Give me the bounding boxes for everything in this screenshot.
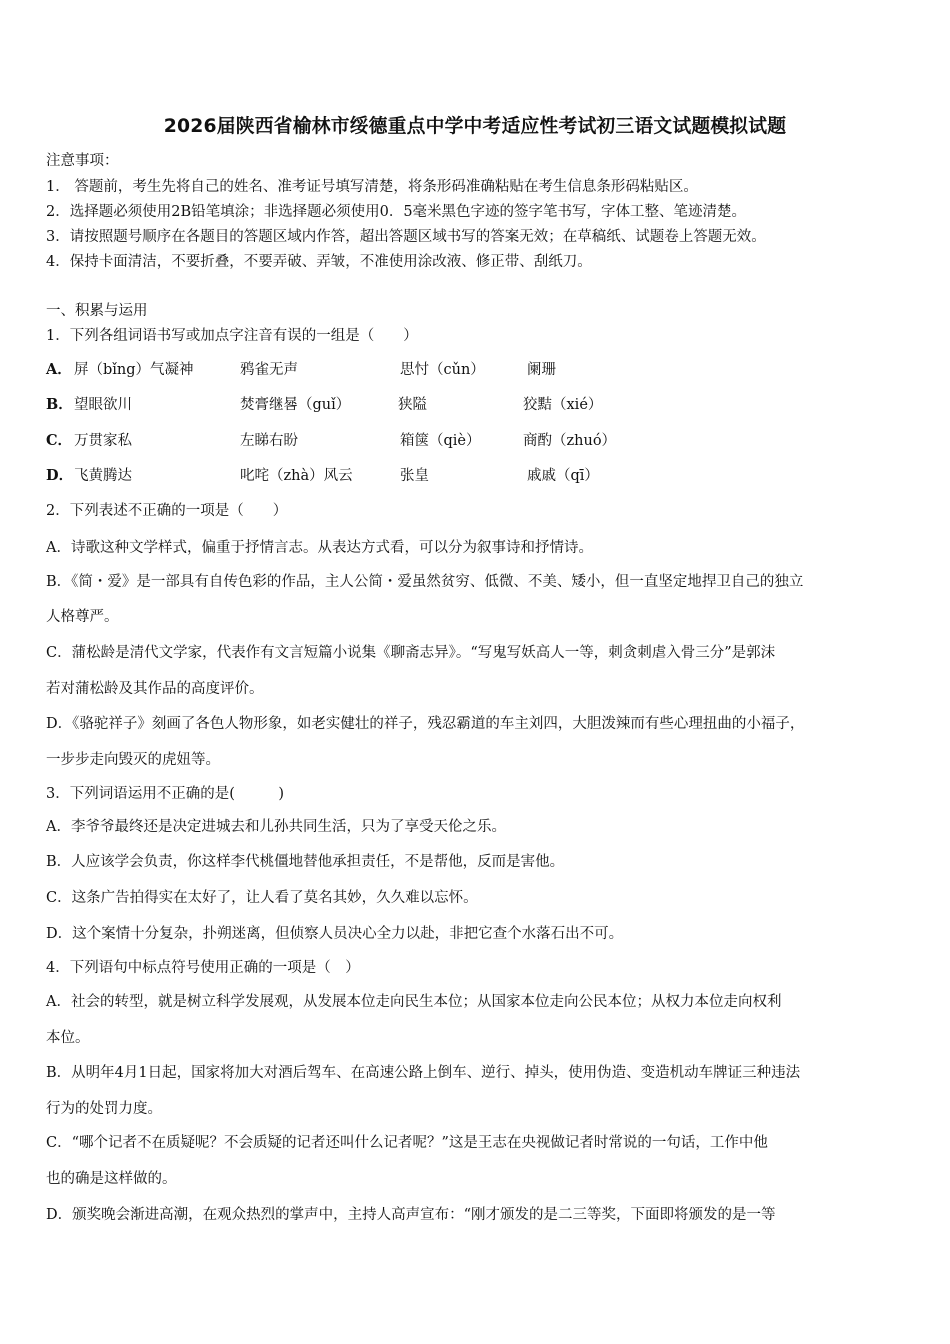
question-4-option-c-cont: 也的确是这样做的。 <box>46 1171 177 1187</box>
question-1-stem: 1．下列各组词语书写或加点字注音有误的一组是（ ） <box>46 328 418 344</box>
question-2-option-d-cont: 一步步走向毁灭的虎妞等。 <box>46 752 220 768</box>
question-4-stem: 4．下列语句中标点符号使用正确的一项是（ ） <box>46 960 360 976</box>
question-2-option-b-cont: 人格尊严。 <box>46 609 119 625</box>
question-2-option-d: D．《骆驼祥子》刻画了各色人物形象，如老实健壮的祥子，残忍霸道的车主刘四，大胆泼辣而有些心理扭曲的小福子， <box>46 716 805 732</box>
word-group-3: 狭隘 <box>398 397 427 413</box>
word-group-1: 屏（bǐng）气凝神 <box>74 362 194 378</box>
word-group-2: 焚膏继晷（guǐ） <box>240 397 351 413</box>
question-3-option-a: A．李爷爷最终还是决定进城去和儿孙共同生活，只为了享受天伦之乐。 <box>46 819 506 835</box>
word-group-1: 万贯家私 <box>74 433 132 449</box>
question-2-stem: 2．下列表述不正确的一项是（ ） <box>46 503 288 519</box>
question-3-stem: 3．下列词语运用不正确的是( ) <box>46 786 285 802</box>
question-2-option-a: A．诗歌这种文学样式，偏重于抒情言志。从表达方式看，可以分为叙事诗和抒情诗。 <box>46 540 593 556</box>
question-4-option-b-cont: 行为的处罚力度。 <box>46 1101 162 1117</box>
word-group-3: 张皇 <box>400 468 429 484</box>
word-group-4: 阑珊 <box>527 362 556 378</box>
word-group-3: 箱箧（qiè） <box>400 433 481 449</box>
question-4-option-c: C．“哪个记者不在质疑呢？不会质疑的记者还叫什么记者呢？”这是王志在央视做记者时常说的一句话，工作中他 <box>46 1135 768 1151</box>
word-group-1: 望眼欲川 <box>74 397 132 413</box>
notice-heading: 注意事项： <box>46 153 119 169</box>
option-label: A． <box>46 361 72 378</box>
question-3-option-d: D．这个案情十分复杂，扑朔迷离，但侦察人员决心全力以赴，非把它查个水落石出不可。 <box>46 926 624 942</box>
question-4-option-b: B．从明年4月1日起，国家将加大对酒后驾车、在高速公路上倒车、逆行、掉头，使用伪造、变造机动车牌证三种违法 <box>46 1065 801 1081</box>
question-2-option-c: C．蒲松龄是清代文学家，代表作有文言短篇小说集《聊斋志异》。“写鬼写妖高人一等，刺贪刺虐入骨三分”是郭沫 <box>46 645 776 661</box>
question-4-option-a: A．社会的转型，就是树立科学发展观，从发展本位走向民生本位；从国家本位走向公民本位；从权力本位走向权利 <box>46 994 782 1010</box>
notice-item-4: 4．保持卡面清洁，不要折叠，不要弄破、弄皱，不准使用涂改液、修正带、刮纸刀。 <box>46 254 592 270</box>
question-4-option-d: D．颁奖晚会渐进高潮，在观众热烈的掌声中，主持人高声宣布：“刚才颁发的是二三等奖，下面即将颁发的是一等 <box>46 1207 776 1223</box>
question-3-option-b: B．人应该学会负责，你这样李代桃僵地替他承担责任，不是帮他，反而是害他。 <box>46 854 565 870</box>
notice-item-1: 1． 答题前，考生先将自己的姓名、准考证号填写清楚，将条形码准确粘贴在考生信息条形码粘贴区。 <box>46 179 698 195</box>
word-group-2: 鸦雀无声 <box>240 362 298 378</box>
word-group-4: 戚戚（qī） <box>527 468 599 484</box>
question-3-option-c: C．这条广告拍得实在太好了，让人看了莫名其妙，久久难以忘怀。 <box>46 890 478 906</box>
notice-item-3: 3．请按照题号顺序在各题目的答题区域内作答，超出答题区域书写的答案无效；在草稿纸、试题卷上答题无效。 <box>46 229 766 245</box>
word-group-2: 左睇右盼 <box>240 433 298 449</box>
question-4-option-a-cont: 本位。 <box>46 1030 90 1046</box>
option-label: B． <box>46 396 73 413</box>
exam-title: 2026届陕西省榆林市绥德重点中学中考适应性考试初三语文试题模拟试题 <box>163 116 787 137</box>
question-2-option-c-cont: 若对蒲松龄及其作品的高度评价。 <box>46 681 264 697</box>
word-group-3: 思忖（cǔn） <box>400 362 485 378</box>
word-group-1: 飞黄腾达 <box>74 468 132 484</box>
word-group-4: 商酌（zhuó） <box>523 433 617 449</box>
question-2-option-b: B．《简・爱》是一部具有自传色彩的作品，主人公简・爱虽然贫穷、低微、不美、矮小，但一直坚定地捍卫自己的独立 <box>46 574 804 590</box>
word-group-2: 叱咤（zhà）风云 <box>240 468 353 484</box>
section-heading: 一、积累与运用 <box>46 303 148 319</box>
option-label: D． <box>46 467 74 484</box>
notice-item-2: 2．选择题必须使用2B铅笔填涂；非选择题必须使用0．5毫米黑色字迹的签字笔书写，字体工整、笔迹清楚。 <box>46 204 747 220</box>
option-label: C． <box>46 432 73 449</box>
word-group-4: 狡黠（xié） <box>523 397 603 413</box>
